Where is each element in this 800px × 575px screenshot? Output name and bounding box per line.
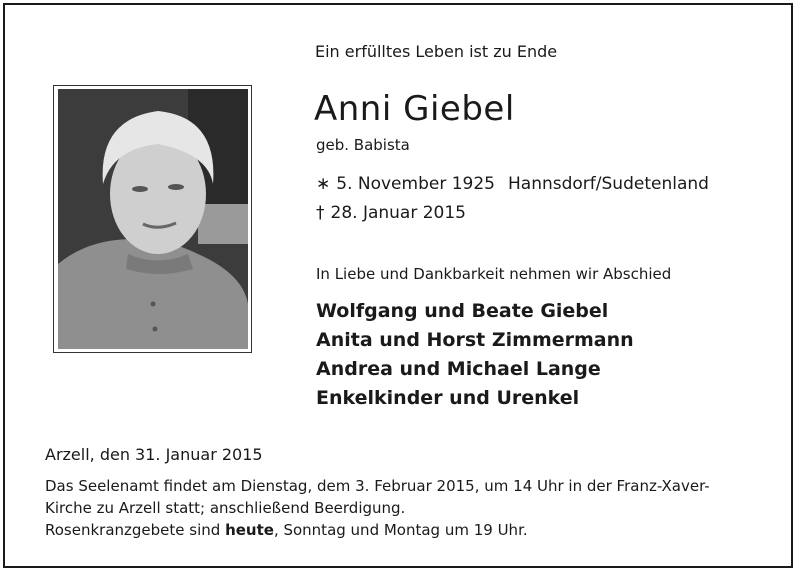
mourner-line: Andrea und Michael Lange (316, 358, 601, 380)
birth-row (316, 174, 709, 194)
maiden-name: geb. Babista (316, 136, 410, 154)
intro-text: Ein erfülltes Leben ist zu Ende (315, 42, 558, 61)
mourner-line: Anita und Horst Zimmermann (316, 329, 634, 351)
birth-place: Hannsdorf/Sudetenland (508, 174, 709, 194)
farewell-text: In Liebe und Dankbarkeit nehmen wir Abschied (316, 265, 672, 283)
portrait-frame (53, 85, 252, 353)
birth-date: 5. November 1925 (336, 174, 495, 194)
details-emphasis: heute (225, 521, 274, 539)
death-date: 28. Januar 2015 (330, 203, 466, 223)
details-text: , Sonntag und Montag um 19 Uhr. (273, 521, 528, 539)
details-line: Das Seelenamt findet am Dienstag, dem 3. Februar 2015, um 14 Uhr in der Franz-Xaver- (45, 477, 710, 495)
details-line (45, 519, 710, 541)
mourners-list (316, 297, 634, 413)
obituary-notice (3, 3, 793, 568)
portrait-photo (58, 89, 248, 349)
death-row (316, 203, 466, 223)
dateline: Arzell, den 31. Januar 2015 (45, 445, 263, 464)
death-cross-icon: † (316, 203, 325, 223)
details-text: Rosenkranzgebete sind (45, 521, 226, 539)
birth-star-icon: ∗ (316, 174, 331, 194)
mourner-line: Enkelkinder und Urenkel (316, 387, 580, 409)
details-line: Kirche zu Arzell statt; anschließend Beerdigung. (45, 499, 406, 517)
deceased-name: Anni Giebel (314, 89, 515, 129)
mourner-line: Wolfgang und Beate Giebel (316, 300, 609, 322)
service-details (45, 475, 710, 541)
